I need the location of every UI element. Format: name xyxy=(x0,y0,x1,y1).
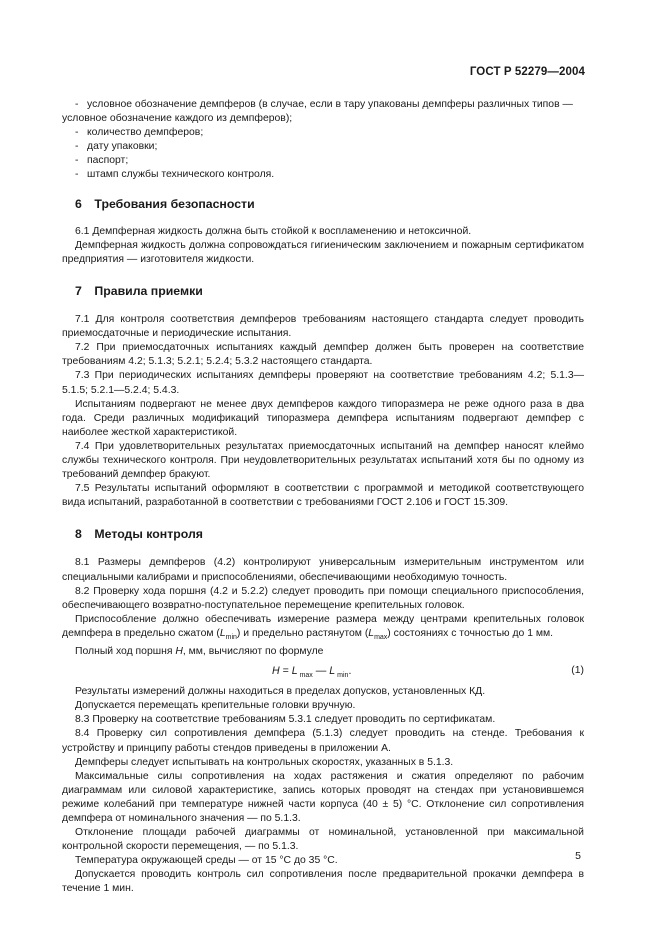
formula-block xyxy=(62,661,584,681)
list-dash: - xyxy=(75,169,79,181)
section-title: Правила приемки xyxy=(94,283,203,298)
paragraph: Демпферы следует испытывать на контрольных скоростях, указанных в 5.1.3. xyxy=(75,756,454,768)
paragraph: Результаты измерений должны находиться в пределах допусков, установленных КД. xyxy=(75,686,486,698)
section-heading-7 xyxy=(62,284,584,298)
formula-end: . xyxy=(348,665,352,678)
paragraph: Максимальные силы сопротивления на ходах растяжения и сжатия определяют по рабочим диаграммам или силовой характеристике, запись которых проводят на стендах при установившемся режиме колебаний при температуре нижней части корпуса (40 ± 5) °С. Отклонение сил сопротивления демпфера от номинального значения — по 5.1.3. xyxy=(62,770,584,825)
paragraph: 7.5 Результаты испытаний оформляют в соответствии с программой и методикой соответствующего вида испытаний, разработанной в соответствии с требованиями ГОСТ 2.106 и ГОСТ 15.309. xyxy=(62,483,584,509)
list-item xyxy=(62,168,584,182)
paragraph: Испытаниям подвергают не менее двух демпферов каждого типоразмера не реже одного раза в два года. Среди различных модификаций типоразмера демпфера испытаниям подвергают демпфер с наиболее жесткой характеристикой. xyxy=(62,398,584,438)
paragraph: 8.1 Размеры демпферов (4.2) контролируют универсальным измерительным инструментом или специальными калибрами и приспособлениями, обеспечивающими необходимую точность. xyxy=(62,557,584,583)
paragraph: 8.2 Проверку хода поршня (4.2 и 5.2.2) следует проводить при помощи специального приспособления, обеспечивающего возвратно-поступательное перемещение крепительных головок. xyxy=(62,585,584,611)
paragraph: Температура окружающей среды — от 15 °С до 35 °С. xyxy=(75,855,338,867)
text-run: Полный ход поршня xyxy=(75,646,176,658)
page-content xyxy=(62,98,584,897)
paragraph: 8.3 Проверку на соответствие требованиям 5.3.1 следует проводить по сертификатам. xyxy=(75,714,496,726)
list-item xyxy=(62,154,584,168)
formula-number: (1) xyxy=(571,665,584,677)
list-item-continuation: условное обозначение каждого из демпферов); xyxy=(62,113,293,125)
document-code: ГОСТ Р 52279—2004 xyxy=(469,66,585,78)
paragraph: 7.4 При удовлетворительных результатах приемосдаточных испытаний на демпфер наносят клеймо службы технического контроля. При неудовлетворительных результатах испытаний хотя бы по одному из требований демпфер бракуют. xyxy=(62,440,584,481)
formula-l: L xyxy=(329,665,336,678)
list-item-text: количество демпферов; xyxy=(87,127,204,139)
formula-h: H xyxy=(272,665,280,678)
formula-eq: = xyxy=(279,665,292,678)
paragraph: Допускается проводить контроль сил сопротивления после предварительной прокачки демпфера в течение 1 мин. xyxy=(62,869,584,895)
page-number: 5 xyxy=(575,850,581,862)
section-title: Методы контроля xyxy=(94,527,203,542)
paragraph: Отклонение площади рабочей диаграммы от номинальной, установленной при максимальной контрольной скорости перемещения, — по 5.1.3. xyxy=(62,827,584,853)
formula-l: L xyxy=(291,665,298,678)
paragraph: 7.1 Для контроля соответствия демпферов требованиям настоящего стандарта следует проводить приемосдаточные и периодические испытания. xyxy=(62,314,584,340)
section-heading-6 xyxy=(62,197,584,211)
paragraph: 7.3 При периодических испытаниях демпферы проверяют на соответствие требованиям 4.2; 5.1.3—5.1.5; 5.2.1—5.2.4; 5.4.3. xyxy=(62,370,584,396)
section-number: 7 xyxy=(75,283,82,298)
paragraph: Допускается перемещать крепительные головки вручную. xyxy=(75,700,356,712)
list-item-text: условное обозначение демпферов (в случае, если в тару упакованы демпферы различных типов — xyxy=(87,99,573,110)
list-item-text: штамп службы технического контроля. xyxy=(87,169,275,181)
section-number: 8 xyxy=(75,527,82,542)
subscript: max xyxy=(374,633,388,641)
formula xyxy=(272,664,351,683)
text-run: , мм, вычисляют по формуле xyxy=(182,646,324,658)
list-dash: - xyxy=(75,155,79,167)
symbol-h: H xyxy=(175,646,183,658)
paragraph: 7.2 При приемосдаточных испытаниях каждый демпфер должен быть проверен на соответствие требованиям 4.2; 5.1.3; 5.2.1; 5.2.4; 5.3.2 настоящего стандарта. xyxy=(62,342,584,368)
list-dash: - xyxy=(75,99,79,110)
list-item xyxy=(62,126,584,140)
paragraph xyxy=(62,613,584,645)
text-run: Приспособление должно обеспечивать измерение размера между центрами крепительных головок демпфера в предельно сжатом ( xyxy=(62,613,584,639)
formula-dash: — xyxy=(312,665,330,678)
paragraph: 6.1 Демпферная жидкость должна быть стойкой к воспламенению и нетоксичной. xyxy=(75,225,472,237)
list-item-text: паспорт; xyxy=(87,155,129,167)
paragraph: Демпферная жидкость должна сопровождаться гигиеническим заключением и пожарным сертификатом предприятия — изготовителя жидкости. xyxy=(62,239,584,265)
symbol-l: L xyxy=(219,627,226,639)
section-title: Требования безопасности xyxy=(94,196,255,211)
symbol-l: L xyxy=(368,627,375,639)
text-run: ) и предельно растянутом ( xyxy=(236,627,369,639)
section-number: 6 xyxy=(75,196,82,211)
text-run: ) состояниях с точностью до 1 мм. xyxy=(387,627,554,639)
list-dash: - xyxy=(75,141,79,153)
formula-sub: min xyxy=(335,672,349,680)
formula-sub: max xyxy=(297,672,313,680)
subscript: min xyxy=(225,633,237,641)
section-heading-8 xyxy=(62,527,584,541)
list-item xyxy=(62,98,584,112)
paragraph xyxy=(62,645,584,659)
list-item-text: дату упаковки; xyxy=(87,141,158,153)
list-item xyxy=(62,140,584,154)
list-dash: - xyxy=(75,127,79,139)
paragraph: 8.4 Проверку сил сопротивления демпфера (5.1.3) следует проводить на стенде. Требования к устройству и принципу работы стендов приведены в приложении А. xyxy=(62,728,584,754)
